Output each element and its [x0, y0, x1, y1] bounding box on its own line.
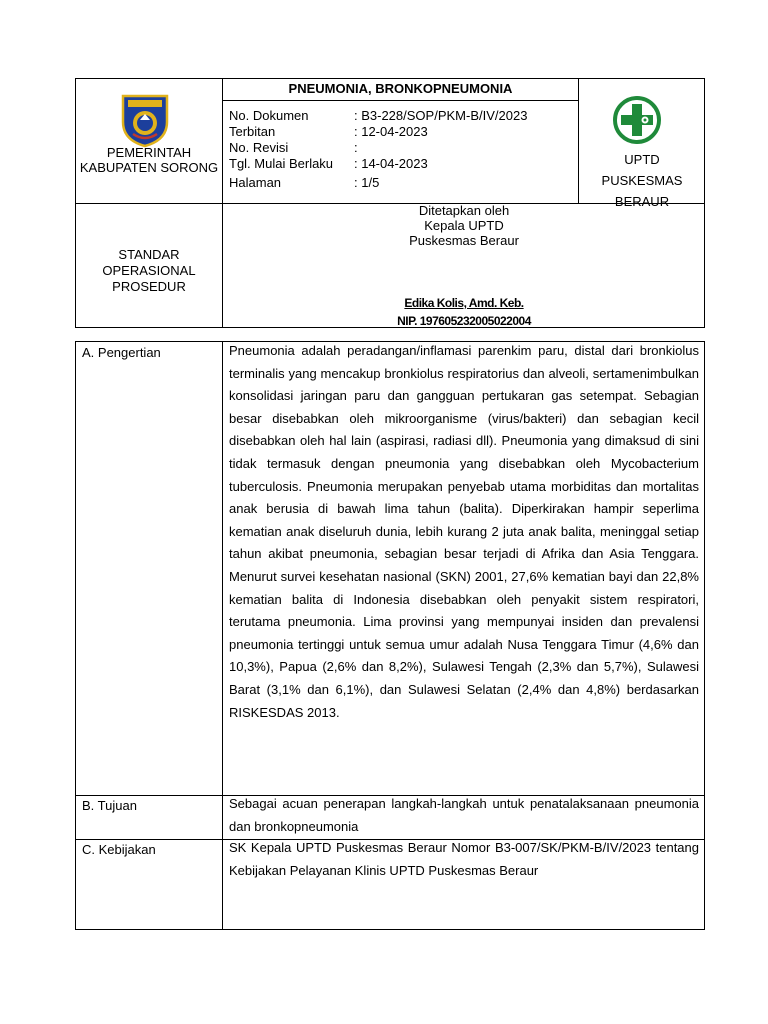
government-name: PEMERINTAH KABUPATEN SORONG	[79, 145, 219, 175]
meta-label: No. Revisi	[229, 140, 289, 155]
approval-line: Ditetapkan oleh	[418, 203, 510, 218]
document-title: PNEUMONIA, BRONKOPNEUMONIA	[288, 81, 513, 96]
section-text-pengertian: Pneumonia adalah peradangan/inflamasi parenkim paru, distal dari bronkiolus terminalis yang mencakup bronkiolus respiratorius dan alveoli, sertamenimbulkan konsolidasi jaringan paru dan gangguan pertukaran gas setempat. Sebagian besar disebabkan oleh mikroorganisme (virus/bakteri) dan sebagian kecil disebabkan oleh hal lain (aspirasi, radiasi dll). Pneumonia yang dimaksud di sini tidak termasuk dengan pneumonia yang disebabkan oleh Mycobacterium tuberculosis. Pneumonia merupakan penyebab utama morbiditas dan mortalitas anak berusia di bawah lima tahun (balita). Diperkirakan hampir seperlima kematian anak diseluruh dunia, lebih kurang 2 juta anak balita, meninggal setiap tahun akibat pneumonia, sebagian besar terjadi di Afrika dan Asia Tenggara. Menurut survei kesehatan nasional (SKN) 2001, 27,6% kematian bayi dan 22,8% kematian balita di Indonesia disebabkan oleh penyakit sistem respiratori, terutama pneumonia. Lima provinsi yang mempunyai insiden dan prevalensi pneumonia tertinggi untuk semua umur adalah Nusa Tenggara Timur (4,6% dan 10,3%), Papua (2,6% dan 8,2%), Sulawesi Tengah (2,3% dan 5,7%), Sulawesi Barat (3,1% dan 6,1%), dan Sulawesi Selatan (2,4% dan 4,8%) berdasarkan RISKESDAS 2013.	[229, 343, 699, 720]
organization-name-line: PUSKESMAS	[601, 173, 683, 188]
meta-value: : 14-04-2023	[354, 156, 428, 171]
approval-line: Puskesmas Beraur	[409, 233, 519, 248]
section-label-pengertian: A. Pengertian	[82, 345, 161, 360]
meta-label: No. Dokumen	[229, 108, 309, 123]
section-text-tujuan: Sebagai acuan penerapan langkah-langkah untuk penatalaksanaan pneumonia dan bronkopneumonia	[229, 796, 699, 834]
meta-label: Terbitan	[229, 124, 276, 139]
organization-name-line: BERAUR	[614, 194, 670, 209]
meta-value: : B3-228/SOP/PKM-B/IV/2023	[354, 108, 528, 123]
signer-nip: NIP. 197605232005022004	[397, 314, 531, 328]
meta-label: Tgl. Mulai Berlaku	[229, 156, 334, 171]
signer-name: Edika Kolis, Amd. Keb.	[404, 296, 524, 310]
puskesmas-logo-icon	[612, 95, 662, 145]
header-divider	[222, 100, 578, 101]
sop-header-table	[75, 78, 705, 328]
meta-label: Halaman	[229, 175, 282, 190]
section-label-kebijakan: C. Kebijakan	[82, 842, 156, 857]
meta-value: :	[354, 140, 358, 155]
sop-content-table	[75, 341, 705, 930]
meta-value: : 12-04-2023	[354, 124, 428, 139]
organization-name-line: UPTD	[624, 152, 660, 167]
section-text-kebijakan: SK Kepala UPTD Puskesmas Beraur Nomor B3-007/SK/PKM-B/IV/2023 tentang Kebijakan Pelayanan Klinis UPTD Puskesmas Beraur	[229, 840, 699, 878]
sop-label: STANDAR OPERASIONAL PROSEDUR	[102, 247, 196, 294]
meta-value: : 1/5	[354, 175, 380, 190]
regency-emblem-icon	[119, 92, 171, 148]
section-label-tujuan: B. Tujuan	[82, 798, 137, 813]
approval-block	[223, 203, 705, 248]
approval-line: Kepala UPTD	[424, 218, 504, 233]
content-divider	[222, 342, 223, 929]
